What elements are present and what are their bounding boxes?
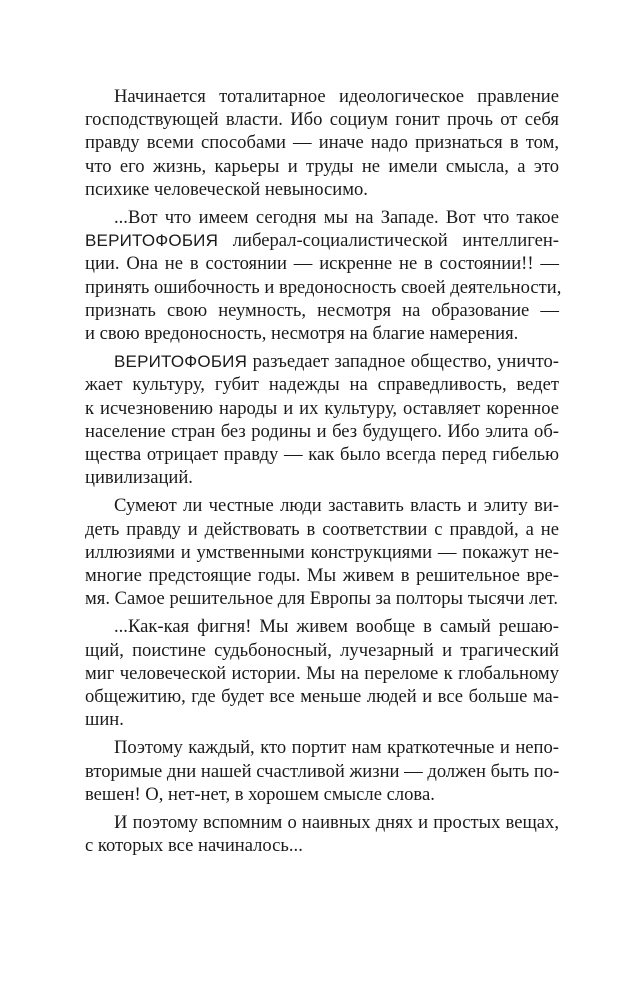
text-line: ВЕРИТОФОБИЯ разъедает западное общество, уничто- xyxy=(114,351,559,373)
paragraph xyxy=(85,811,559,857)
text-line: Поэтому каждый, кто портит нам краткотечные и непо- xyxy=(114,737,559,759)
paragraph xyxy=(85,206,562,345)
paragraph xyxy=(85,350,559,489)
text-line: мя. Самое решительное для Европы за полторы тысячи лет. xyxy=(85,588,558,610)
text-line: ...Вот что имеем сегодня мы на Западе. Вот что такое xyxy=(114,207,559,229)
text-line: Сумеют ли честные люди заставить власть и элиту ви- xyxy=(114,495,559,517)
paragraph xyxy=(85,494,559,610)
text-line: правду всеми способами — иначе надо признаться в том, xyxy=(85,132,559,154)
term-veritofobia: ВЕРИТОФОБИЯ xyxy=(114,352,248,372)
text-line: И поэтому вспомним о наивных днях и простых вещах, xyxy=(114,812,559,834)
paragraph xyxy=(85,85,559,201)
text-line: к исчезновению народы и их культуру, оставляет коренное xyxy=(85,397,559,419)
text-line: ВЕРИТОФОБИЯ либерал-социалистической интеллиген- xyxy=(85,230,559,252)
text-line: с которых все начиналось... xyxy=(85,835,303,857)
text-line: ции. Она не в состоянии — искренне не в состоянии!! — xyxy=(85,253,559,275)
book-page xyxy=(85,85,562,863)
text-line: признать свою неумность, несмотря на образование — xyxy=(85,299,559,321)
text-line: население стран без родины и без будущего. Ибо элита об- xyxy=(85,420,559,442)
text-line: вторимые дни нашей счастливой жизни — должен быть по- xyxy=(85,760,560,782)
text-line: шин. xyxy=(85,709,124,731)
text-line: жает культуру, губит надежды на справедливость, ведет xyxy=(85,374,559,396)
text-line: цивилизаций. xyxy=(85,467,193,489)
text-line: ...Как-кая фигня! Мы живем вообще в самый решаю- xyxy=(114,616,559,638)
text-line: многие предстоящие годы. Мы живем в решительное вре- xyxy=(85,565,559,587)
text-line: миг человеческой истории. Мы на переломе к глобальному xyxy=(85,662,559,684)
text-line: принять ошибочность и вредоносность своей деятельности, xyxy=(85,276,562,298)
text-line: что его жизнь, карьеры и труды не имели смысла, а это xyxy=(85,155,559,177)
term-veritofobia: ВЕРИТОФОБИЯ xyxy=(85,231,219,251)
text-line: вешен! О, нет-нет, в хорошем смысле слова. xyxy=(85,783,435,805)
text-line: и свою вредоносность, несмотря на благие намерения. xyxy=(85,323,519,345)
text-line: щий, поистине судьбоносный, лучезарный и трагический xyxy=(85,639,559,661)
text-line: психике человеческой невыносимо. xyxy=(85,178,368,200)
text-line: деть правду и действовать в соответствии с правдой, а не xyxy=(85,518,559,540)
text-line: общежитию, где будет все меньше людей и все больше ма- xyxy=(85,686,559,708)
text-line: иллюзиями и умственными конструкциями — покажут не- xyxy=(85,541,559,563)
text-line: щества отрицает правду — как было всегда перед гибелью xyxy=(85,444,559,466)
text-line: Начинается тоталитарное идеологическое правление xyxy=(114,86,559,107)
text-line: господствующей власти. Ибо социум гонит прочь от себя xyxy=(85,109,559,131)
paragraph xyxy=(85,615,559,731)
paragraph xyxy=(85,736,559,806)
